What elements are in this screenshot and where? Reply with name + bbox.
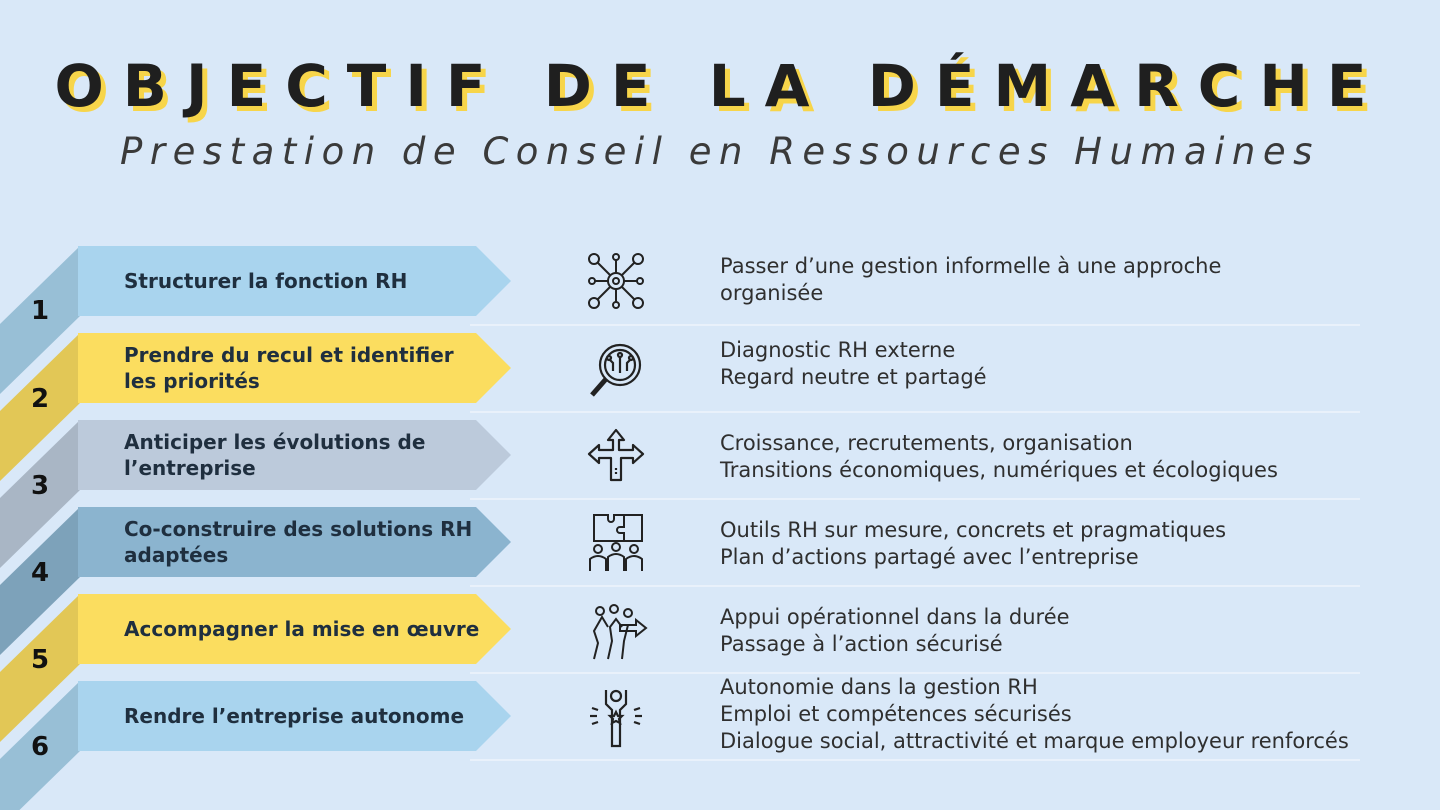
step-label: Anticiper les évolutions de l’entreprise <box>124 430 426 480</box>
description-line: Transitions économiques, numériques et écologiques <box>720 458 1278 482</box>
description-line: Diagnostic RH externe <box>720 338 956 362</box>
row-separator <box>470 585 1360 587</box>
step-label: Structurer la fonction RH <box>124 269 408 293</box>
description-line: Passer d’une gestion informelle à une approche <box>720 254 1222 278</box>
description-line: Emploi et compétences sécurisés <box>720 702 1072 726</box>
description-line: Dialogue social, attractivité et marque employeur renforcés <box>720 729 1349 753</box>
team-puzzle-icon <box>584 511 648 575</box>
step-label: Co-construire des solutions RH adaptées <box>124 517 473 567</box>
row-separator <box>470 324 1360 326</box>
page-subtitle: Prestation de Conseil en Ressources Humaines <box>120 130 1320 173</box>
step-label: Accompagner la mise en œuvre <box>124 617 480 641</box>
step-description <box>720 253 1420 307</box>
step-number: 6 <box>30 732 50 762</box>
network-icon <box>584 249 648 313</box>
step-number: 4 <box>30 558 50 588</box>
step-number: 3 <box>30 471 50 501</box>
team-moving-forward-icon <box>584 599 648 663</box>
step-description <box>720 604 1420 658</box>
description-line: Croissance, recrutements, organisation <box>720 431 1133 455</box>
step-label: Prendre du recul et identifier les priorités <box>124 343 454 393</box>
crossroads-arrows-icon <box>584 426 648 490</box>
magnifier-analysis-icon <box>584 339 648 403</box>
description-line: Appui opérationnel dans la durée <box>720 605 1070 629</box>
description-line: Outils RH sur mesure, concrets et pragmatiques <box>720 518 1227 542</box>
step-description <box>720 430 1420 484</box>
row-separator <box>470 759 1360 761</box>
step-number: 5 <box>30 645 50 675</box>
step-number: 1 <box>30 296 50 326</box>
step-label: Rendre l’entreprise autonome <box>124 704 465 728</box>
row-separator <box>470 411 1360 413</box>
description-line: Regard neutre et partagé <box>720 365 987 389</box>
description-line: Plan d’actions partagé avec l’entreprise <box>720 545 1139 569</box>
page-title: OBJECTIF DE LA DÉMARCHE <box>54 52 1386 120</box>
step-description <box>720 517 1420 571</box>
description-line: organisée <box>720 281 824 305</box>
step-description <box>720 674 1420 755</box>
description-line: Passage à l’action sécurisé <box>720 632 1003 656</box>
description-line: Autonomie dans la gestion RH <box>720 675 1038 699</box>
step-description <box>720 337 1420 391</box>
person-star-icon <box>584 686 648 750</box>
step-number: 2 <box>30 384 50 414</box>
row-separator <box>470 498 1360 500</box>
